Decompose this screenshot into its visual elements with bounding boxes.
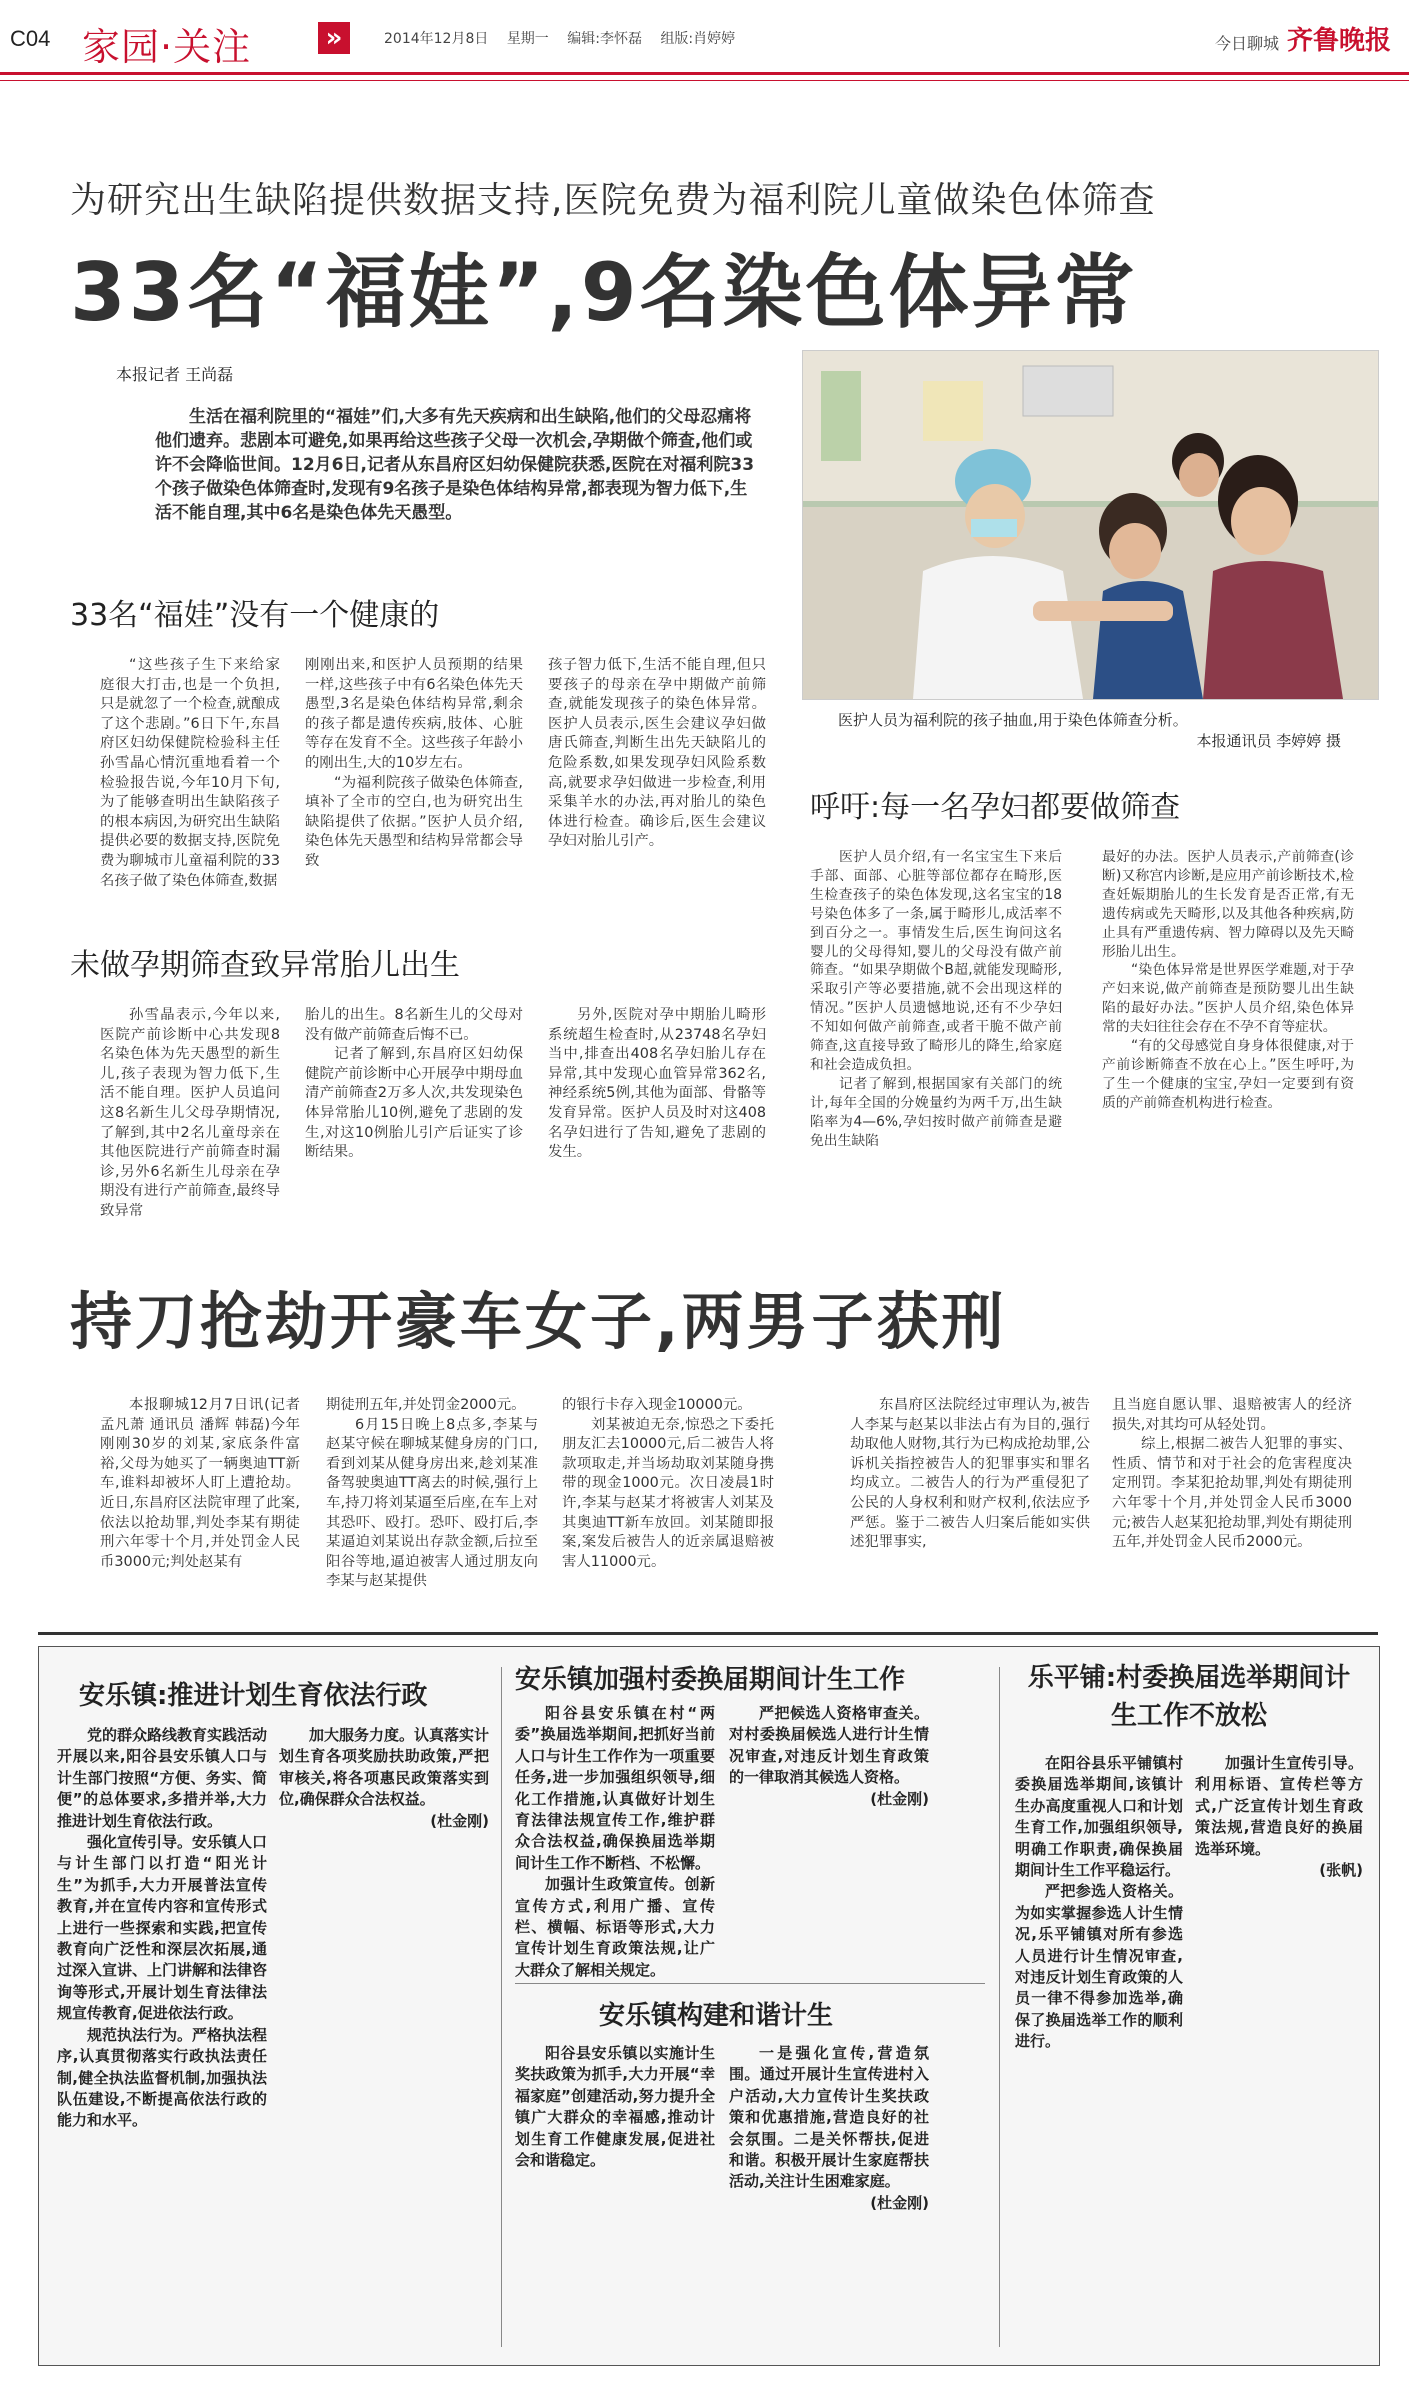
paragraph: “这些孩子生下来给家庭很大打击,也是一个负担,只是就忽了一个检查,就酿成了这个悲剧。”6日下午,东昌府区妇幼保健院检验科主任孙雪晶心情沉重地看着一个检验报告说,今年10月下旬,为了能够查明出生缺陷孩子的根本病因,为研究出生缺陷提供必要的数据支持,医院免费为聊城市儿童福利院的33名孩子做了染色体筛查,数据 bbox=[100, 657, 280, 889]
body-column bbox=[850, 1396, 1090, 1553]
body-column bbox=[810, 848, 1062, 1151]
paragraph: 一是强化宣传,营造氛围。通过开展计生宣传进村入户活动,大力宣传计生奖扶政策和优惠措施,营造良好的社会氛围。二是关怀帮扶,促进和谐。积极开展计生家庭帮扶活动,关注计生困难家庭。 bbox=[729, 2044, 929, 2191]
paragraph: 本报聊城12月7日讯(记者 孟凡萧 通讯员 潘辉 韩磊)今年刚刚30岁的刘某,家底条件富裕,父母为她买了一辆奥迪TT新车,谁料却被坏人盯上遭抢劫。近日,东昌府区法院审理了此案,依法以抢劫罪,判处李某有期徒刑六年零十个月,并处罚金人民币3000元;判处赵某有 bbox=[100, 1397, 300, 1570]
paragraph: 在阳谷县乐平铺镇村委换届选举期间,该镇计生办高度重视人口和计划生育工作,加强组织领导,明确工作职责,确保换届期间计生工作平稳运行。 bbox=[1015, 1754, 1183, 1880]
paragraph: 党的群众路线教育实践活动开展以来,阳谷县安乐镇人口与计生部门按照“方便、务实、简便”的总体要求,多措并举,大力推进计划生育依法行政。 bbox=[57, 1726, 268, 1830]
paragraph: 胎儿的出生。8名新生儿的父母对没有做产前筛查后悔不已。 bbox=[305, 1007, 523, 1043]
issue-date: 2014年12月8日 bbox=[384, 31, 489, 47]
body-column bbox=[100, 656, 280, 891]
body-column bbox=[562, 1396, 774, 1572]
paragraph: 加强计生宣传引导。利用标语、宣传栏等方式,广泛宣传计划生育政策法规,营造良好的换届选举环境。 bbox=[1195, 1754, 1363, 1858]
section-title: 家园·关注 bbox=[82, 25, 252, 69]
paragraph: 医护人员介绍,有一名宝宝生下来后手部、面部、心脏等部位都存在畸形,医生检查孩子的染色体发现,这名宝宝的18号染色体多了一条,属于畸形儿,成活率不到百分之一。事情发生后,医生询问这名婴儿的父母得知,婴儿的父母没有做产前筛查。“如果孕期做个B超,就能发现畸形,采取引产等必要措施,就不会出现这样的情况。”医护人员遗憾地说,还有不少孕妇不知如何做产前筛查,或者干脆不做产前筛查,这直接导致了畸形儿的降生,给家庭和社会造成负担。 bbox=[810, 849, 1062, 1073]
section-rule bbox=[515, 1983, 985, 1984]
newspaper-brand bbox=[1215, 20, 1391, 57]
paragraph: 期徒刑五年,并处罚金2000元。 bbox=[326, 1397, 526, 1413]
paragraph: 综上,根据二被告人犯罪的事实、性质、情节和对于社会的危害程度决定刑罚。李某犯抢劫罪,判处有期徒刑六年零十个月,并处罚金人民币3000元;被告人赵某犯抢劫罪,判处有期徒刑五年,并处罚金人民币2000元。 bbox=[1112, 1436, 1352, 1551]
bottom-column bbox=[57, 1725, 267, 2355]
bottom-title-1: 安乐镇:推进计划生育依法行政 bbox=[79, 1681, 428, 1711]
issue-weekday: 星期一 bbox=[506, 31, 549, 47]
bottom-column bbox=[729, 2043, 929, 2355]
body-column bbox=[1102, 848, 1354, 1113]
paragraph: “有的父母感觉自身身体很健康,对于产前诊断筛查不放在心上。”医生呼吁,为了生一个健康的宝宝,孕妇一定要到有资质的产前筛查机构进行检查。 bbox=[1102, 1038, 1354, 1111]
article-byline: 本报记者 王尚磊 bbox=[116, 365, 234, 384]
paragraph: 孩子智力低下,生活不能自理,但只要孩子的母亲在孕中期做产前筛查,就能发现孩子的染色体异常。医护人员表示,医生会建议孕妇做唐氏筛查,判断生出先天缺陷儿的危险系数,如果发现孕妇风险系数高,就要求孕妇做进一步检查,利用采集羊水的办法,再对胎儿的染色体进行检查。确诊后,医生会建议孕妇对胎儿引产。 bbox=[548, 657, 766, 850]
paragraph: 严把候选人资格审查关。对村委换届候选人进行计生情况审查,对违反计划生育政策的一律取消其候选人资格。 bbox=[729, 1704, 929, 1787]
photo-credit: 本报通讯员 李婷婷 摄 bbox=[1196, 732, 1341, 750]
page-number: C04 bbox=[10, 26, 51, 51]
section-arrow-icon: » bbox=[318, 22, 350, 54]
paragraph: 严把参选人资格关。为如实掌握参选人计生情况,乐平铺镇对所有参选人员进行计生情况审查,对违反计划生育政策的人员一律不得参加选举,确保了换届选举工作的顺利进行。 bbox=[1015, 1882, 1183, 2051]
bottom-column bbox=[515, 2043, 715, 2355]
paragraph: 另外,医院对孕中期胎儿畸形系统超生检查时,从23748名孕妇当中,排查出408名孕妇胎儿存在异常,其中发现心血管异常362名,神经系统5例,其他为面部、骨骼等发育异常。医护人员及时对这408名孕妇进行了告知,避免了悲剧的发生。 bbox=[548, 1007, 766, 1161]
paragraph: 记者了解到,根据国家有关部门的统计,每年全国的分娩量约为两千万,出生缺陷率为4—6%,孕妇按时做产前筛查是避免出生缺陷 bbox=[810, 1075, 1062, 1149]
issue-meta bbox=[384, 28, 749, 48]
paragraph: 且当庭自愿认罪、退赔被害人的经济损失,对其均可从轻处罚。 bbox=[1112, 1397, 1352, 1433]
photo-caption bbox=[802, 710, 1377, 752]
article-headline: 33名“福娃”,9名染色体异常 bbox=[70, 246, 1138, 339]
paragraph: 阳谷县安乐镇在村“两委”换届选举期间,把抓好当前人口与计生工作作为一项重要任务,进一步加强组织领导,细化工作措施,认真做好计划生育法律法规宣传工作,维护群众合法权益,确保换届选举期间计生工作不断档、不松懈。 bbox=[515, 1704, 715, 1872]
paragraph: 最好的办法。医护人员表示,产前筛查(诊断)又称宫内诊断,是应用产前诊断技术,检查妊娠期胎儿的生长发育是否正常,有无遗传病或先天畸形,以及其他各种疾病,防止具有严重遗传病、智力障碍以及先天畸形胎儿出生。 bbox=[1102, 849, 1354, 960]
body-column bbox=[548, 656, 766, 852]
paragraph: 的银行卡存入现金10000元。 bbox=[562, 1397, 752, 1413]
signature: (张帆) bbox=[1319, 1861, 1363, 1880]
paragraph: “染色体异常是世界医学难题,对于孕产妇来说,做产前筛查是预防婴儿出生缺陷的最好办法。”医护人员介绍,染色体异常的夫妇往往会存在不孕不育等症状。 bbox=[1102, 962, 1354, 1036]
signature: (杜金刚) bbox=[430, 1811, 489, 1830]
paragraph: 加强计生政策宣传。创新宣传方式,利用广播、宣传栏、横幅、标语等形式,大力宣传计划生育政策法规,让广大群众了解相关规定。 bbox=[515, 1875, 715, 1979]
brand-sub: 今日聊城 bbox=[1214, 34, 1279, 53]
body-column bbox=[1112, 1396, 1352, 1553]
news-photo bbox=[802, 350, 1379, 700]
bottom-column bbox=[515, 1703, 715, 1979]
section-divider bbox=[38, 1632, 1378, 1635]
body-column bbox=[548, 1006, 766, 1163]
body-column bbox=[100, 1006, 280, 1222]
bottom-title-3: 安乐镇构建和谐计生 bbox=[599, 2001, 834, 2031]
paragraph: 刚刚出来,和医护人员预期的结果一样,这些孩子中有6名染色体先天愚型,3名是染色体结构异常,剩余的孩子都是遗传疾病,肢体、心脏等存在发育不全。这些孩子年龄小的刚出生,大的10岁左右。 bbox=[305, 657, 523, 771]
paragraph: “为福利院孩子做染色体筛查,填补了全市的空白,也为研究出生缺陷提供了依据。”医护人员介绍,染色体先天愚型和结构异常都会导致 bbox=[305, 774, 523, 869]
brand-logo: 齐鲁晚报 bbox=[1286, 26, 1391, 56]
section-heading-2: 未做孕期筛查致异常胎儿出生 bbox=[70, 948, 460, 983]
body-column bbox=[100, 1396, 300, 1572]
paragraph: 东昌府区法院经过审理认为,被告人李某与赵某以非法占有为目的,强行劫取他人财物,其行为已构成抢劫罪,公诉机关指控被告人的犯罪事实和罪名均成立。二被告人的行为严重侵犯了公民的人身权利和财产权利,依法应予严惩。鉴于二被告人归案后能如实供述犯罪事实, bbox=[850, 1397, 1090, 1551]
signature: (杜金刚) bbox=[870, 1789, 929, 1808]
paragraph: 加大服务力度。认真落实计划生育各项奖励扶助政策,严把审核关,将各项惠民政策落实到位,确保群众合法权益。 bbox=[279, 1726, 490, 1809]
bottom-column bbox=[279, 1725, 489, 2355]
article-lead: 生活在福利院里的“福娃”们,大多有先天疾病和出生缺陷,他们的父母忍痛将他们遗弃。悲剧本可避免,如果再给这些孩子父母一次机会,孕期做个筛查,他们或许不会降临世间。12月6日,记者从东昌府区妇幼保健院获悉,医院在对福利院33个孩子做染色体筛查时,发现有9名孩子是染色体结构异常,都表现为智力低下,生活不能自理,其中6名是染色体先天愚型。 bbox=[155, 407, 755, 523]
paragraph: 阳谷县安乐镇以实施计生奖扶政策为抓手,大力开展“幸福家庭”创建活动,努力提升全镇广大群众的幸福感,推动计划生育工作健康发展,促进社会和谐稳定。 bbox=[515, 2044, 715, 2170]
paragraph: 规范执法行为。严格执法程序,认真贯彻落实行政执法责任制,健全执法监督机制,加强执法队伍建设,不断提高依法行政的能力和水平。 bbox=[57, 2025, 268, 2130]
header-rule-thin bbox=[0, 80, 1409, 81]
column-rule bbox=[999, 1667, 1000, 2347]
bottom-title-4: 乐平铺:村委换届选举期间计生工作不放松 bbox=[1027, 1663, 1351, 1731]
article-subtitle: 为研究出生缺陷提供数据支持,医院免费为福利院儿童做染色体筛查 bbox=[70, 180, 1156, 221]
paragraph: 强化宣传引导。安乐镇人口与计生部门以打造“阳光计生”为抓手,大力开展普法宣传教育,并在宣传内容和宣传形式上进行一些探索和实践,把宣传教育向广泛性和深层次拓展,通过深入宣讲、上门讲解和法律咨询等形式,开展计划生育法律法规宣传教育,促进依法行政。 bbox=[57, 1833, 268, 2023]
header-rule bbox=[0, 72, 1409, 75]
paragraph: 孙雪晶表示,今年以来,医院产前诊断中心共发现8名染色体为先天愚型的新生儿,孩子表现为智力低下,生活不能自理。医护人员追问这8名新生儿父母孕期情况,了解到,其中2名儿童母亲在其他医院进行产前筛查时漏诊,另外6名新生儿母亲在孕期没有进行产前筛查,最终导致异常 bbox=[100, 1007, 280, 1219]
paragraph: 刘某被迫无奈,惊恐之下委托朋友汇去10000元,后二被告人将款项取走,并当场劫取刘某随身携带的现金1000元。次日凌晨1时许,李某与赵某才将被害人刘某及其奥迪TT新车放回。刘某随即报案,案发后被告人的近亲属退赔被害人11000元。 bbox=[562, 1416, 774, 1570]
bottom-column bbox=[729, 1703, 929, 1963]
section-heading-3: 呼吁:每一名孕妇都要做筛查 bbox=[810, 790, 1181, 825]
body-column bbox=[305, 1006, 523, 1163]
paragraph: 6月15日晚上8点多,李某与赵某守候在聊城某健身房的门口,看到刘某从健身房出来,趁刘某准备驾驶奥迪TT离去的时候,强行上车,持刀将刘某逼至后座,在车上对其恐吓、殴打。恐吓、殴打后,李某逼迫刘某说出存款金额,后拉至阳谷等地,逼迫被害人通过朋友向李某与赵某提供 bbox=[326, 1416, 538, 1590]
bottom-column bbox=[1015, 1753, 1183, 2353]
caption-text: 医护人员为福利院的孩子抽血,用于染色体筛查分析。 bbox=[838, 711, 1188, 729]
section-heading-1: 33名“福娃”没有一个健康的 bbox=[70, 598, 440, 633]
column-rule bbox=[501, 1667, 502, 2347]
paragraph: 记者了解到,东昌府区妇幼保健院产前诊断中心开展孕中期母血清产前筛查2万多人次,共发现染色体异常胎儿10例,避免了悲剧的发生,对这10例胎儿引产后证实了诊断结果。 bbox=[305, 1046, 523, 1161]
issue-editor: 编辑:李怀磊 bbox=[567, 31, 642, 47]
bottom-panel bbox=[38, 1646, 1380, 2366]
photo-illustration bbox=[803, 351, 1378, 699]
article-headline-2: 持刀抢劫开豪车女子,两男子获刑 bbox=[70, 1285, 1007, 1358]
bottom-title-2: 安乐镇加强村委换届期间计生工作 bbox=[515, 1665, 906, 1695]
body-column bbox=[326, 1396, 538, 1592]
bottom-column bbox=[1195, 1753, 1363, 2353]
signature: (杜金刚) bbox=[870, 2193, 929, 2212]
body-column bbox=[305, 656, 523, 872]
issue-layout: 组版:肖婷婷 bbox=[660, 31, 736, 47]
